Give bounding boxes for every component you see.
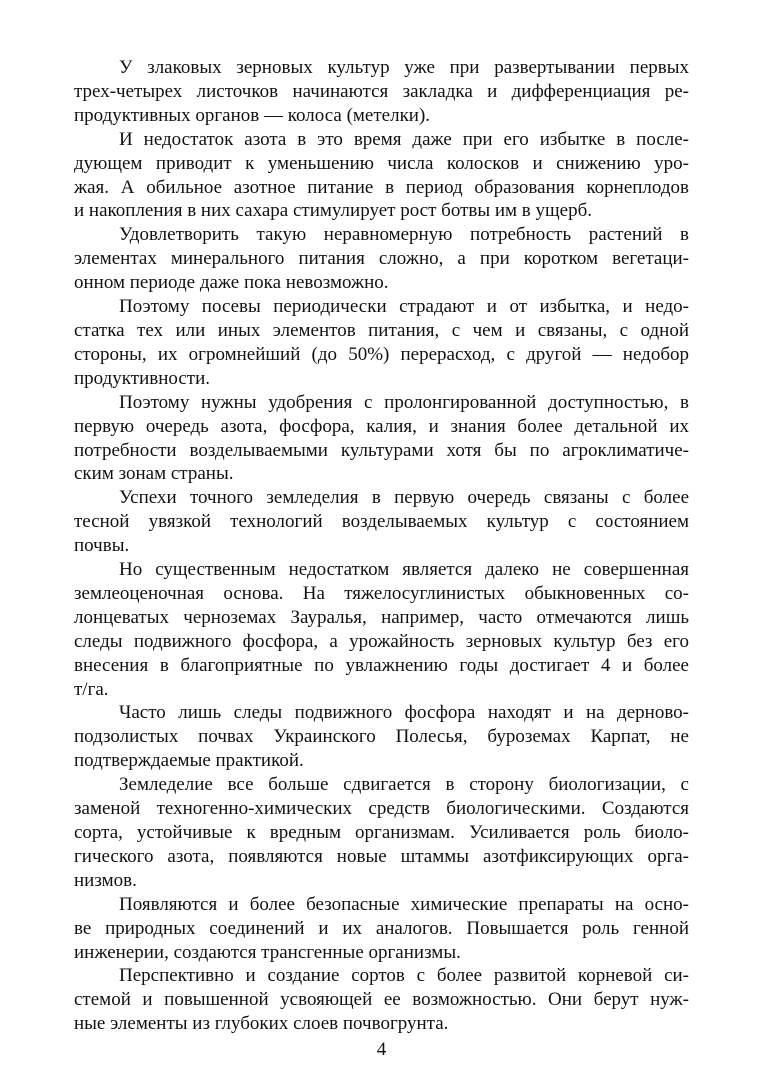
text-line: И недостаток азота в это время даже при его избытке в после- xyxy=(119,128,689,150)
text-line: землеоценочная основа. На тяжелосуглинистых обыкновенных со- xyxy=(74,582,689,604)
text-line: Но существенным недостатком является далеко не совершенная xyxy=(119,559,689,581)
text-line: следы подвижного фосфора, а урожайность зерновых культур без его xyxy=(74,630,689,652)
text-line: Успехи точного земледелия в первую очередь связаны с более xyxy=(119,487,689,509)
paragraph-1 xyxy=(74,56,689,128)
text-line: первую очередь азота, фосфора, калия, и знания более детальной их xyxy=(74,415,689,437)
text-line: тесной увязкой технологий возделываемых культур с состоянием xyxy=(74,511,689,533)
paragraph-10 xyxy=(74,893,689,965)
text-line: подзолистых почвах Украинского Полесья, буроземах Карпат, не xyxy=(74,726,689,748)
text-line: т/га. xyxy=(74,678,109,700)
text-line: Часто лишь следы подвижного фосфора находят и на дерново- xyxy=(119,702,689,724)
paragraph-9 xyxy=(74,773,689,893)
text-line: внесения в благоприятные по увлажнению годы достигает 4 и более xyxy=(74,654,689,676)
text-line: лонцеватых черноземах Зауралья, например, часто отмечаются лишь xyxy=(74,606,689,628)
text-line: Перспективно и создание сортов с более развитой корневой си- xyxy=(119,965,689,987)
text-line: и накопления в них сахара стимулирует рост ботвы им в ущерб. xyxy=(74,200,593,222)
text-line: Поэтому посевы периодически страдают и от избытка, и недо- xyxy=(119,296,689,318)
text-line: заменой техногенно-химических средств биологическими. Создаются xyxy=(74,798,689,820)
text-line: подтверждаемые практикой. xyxy=(74,750,304,772)
text-line: Земледелие все больше сдвигается в сторону биологизации, с xyxy=(119,774,689,796)
text-line: продуктивных органов — колоса (метелки). xyxy=(74,104,431,126)
page-number: 4 xyxy=(376,1039,387,1060)
paragraph-2 xyxy=(74,128,689,224)
text-line: гического азота, появляются новые штаммы азотфиксирующих орга- xyxy=(74,845,689,867)
text-line: инженерии, создаются трансгенные организмы. xyxy=(74,941,461,963)
text-line: жая. А обильное азотное питание в период образования корнеплодов xyxy=(74,176,689,198)
text-line: Удовлетворить такую неравномерную потребность растений в xyxy=(119,224,689,246)
text-line: ве природных соединений и их аналогов. Повышается роль генной xyxy=(74,917,689,939)
paragraph-5 xyxy=(74,391,689,487)
text-line: элементах минерального питания сложно, а при коротком вегетаци- xyxy=(74,248,689,270)
paragraph-6 xyxy=(74,486,689,558)
text-line: дующем приводит к уменьшению числа колосков и снижению уро- xyxy=(74,152,689,174)
text-line: стороны, их огромнейший (до 50%) перерасход, с другой — недобор xyxy=(74,343,689,365)
paragraph-8 xyxy=(74,701,689,773)
text-line: У злаковых зерновых культур уже при развертывании первых xyxy=(119,57,689,78)
text-line: статка тех или иных элементов питания, с чем и связаны, с одной xyxy=(74,319,689,341)
text-line: низмов. xyxy=(74,869,137,891)
page-body xyxy=(74,56,689,1036)
paragraph-4 xyxy=(74,295,689,391)
text-line: стемой и повышенной усвояющей ее возможностью. Они берут нуж- xyxy=(74,989,689,1011)
paragraph-7 xyxy=(74,558,689,701)
text-line: продуктивности. xyxy=(74,367,211,389)
paragraph-3 xyxy=(74,223,689,295)
text-line: почвы. xyxy=(74,535,130,557)
text-line: Появляются и более безопасные химические препараты на осно- xyxy=(119,893,689,915)
text-line: ные элементы из глубоких слоев почвогрунта. xyxy=(74,1013,449,1035)
text-line: потребности возделываемыми культурами хотя бы по агроклиматиче- xyxy=(74,439,689,461)
paragraph-11 xyxy=(74,964,689,1036)
text-line: ским зонам страны. xyxy=(74,463,234,485)
text-line: сорта, устойчивые к вредным организмам. Усиливается роль биоло- xyxy=(74,822,689,843)
text-line: Поэтому нужны удобрения с пролонгированной доступностью, в xyxy=(119,391,689,413)
text-line: трех-четырех листочков начинаются закладка и дифференциация ре- xyxy=(74,80,689,102)
text-line: онном периоде даже пока невозможно. xyxy=(74,272,389,294)
